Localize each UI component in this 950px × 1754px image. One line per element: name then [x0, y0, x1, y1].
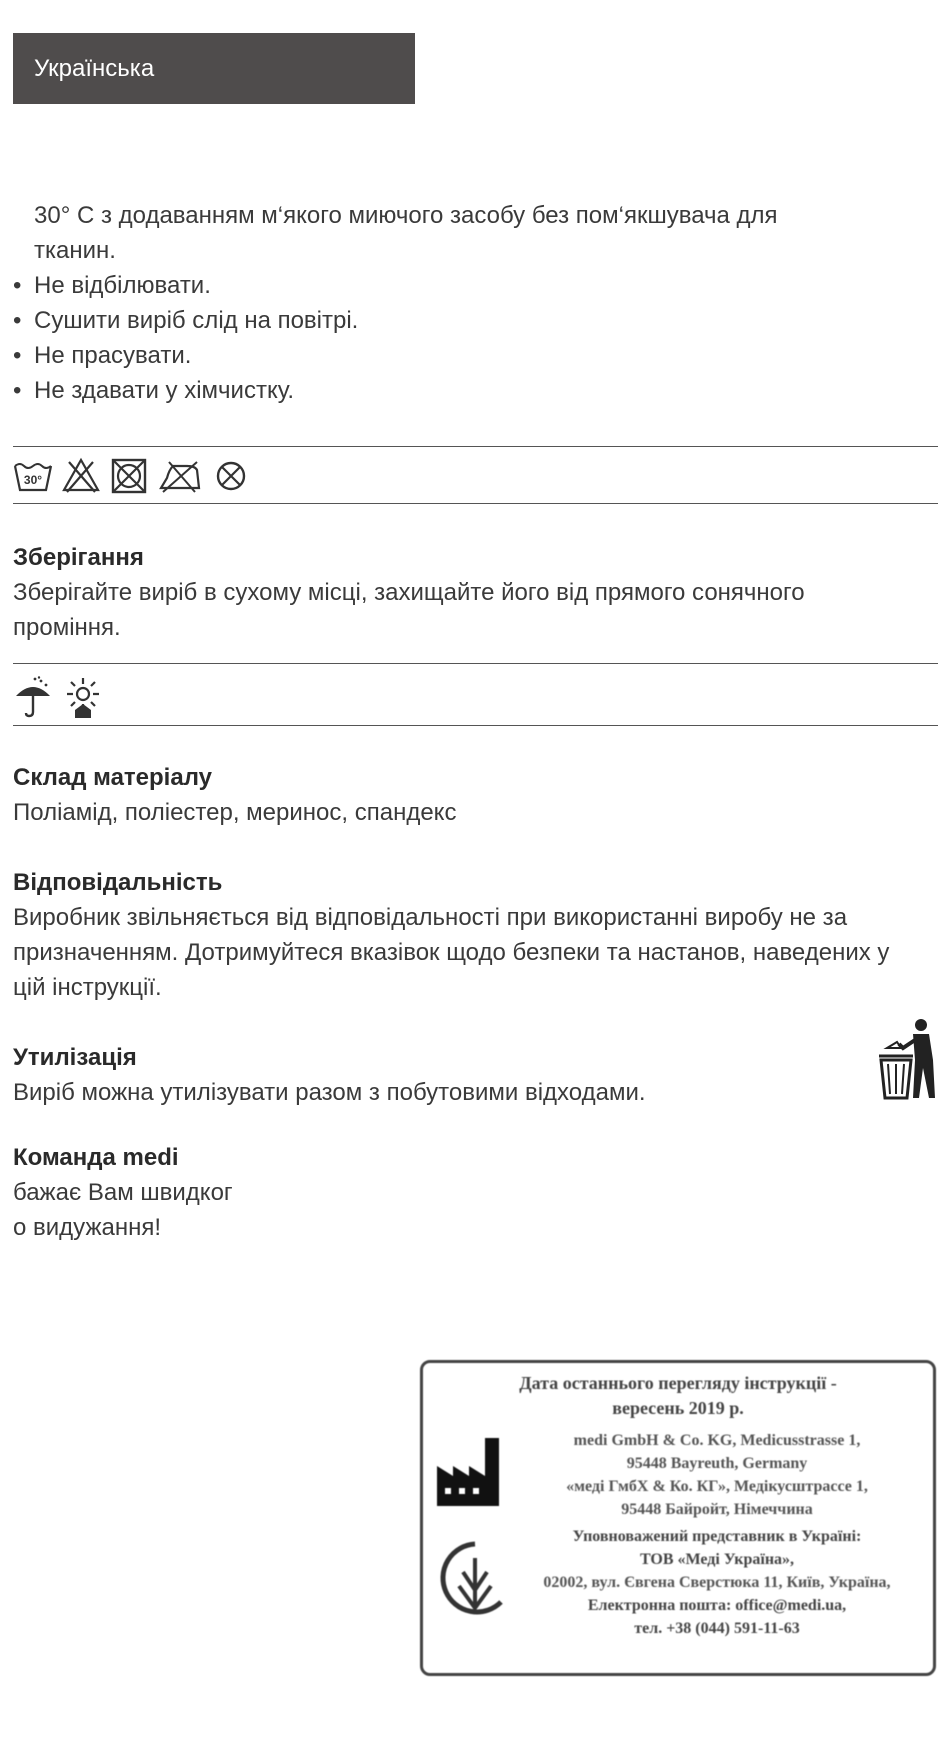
- no-bleach-icon: [61, 456, 101, 496]
- divider: [13, 725, 938, 726]
- ukraine-conformity-mark-icon: [435, 1534, 513, 1631]
- storage-title: Зберігання: [13, 544, 144, 571]
- manufacturer-line: 95448 Bayreuth, Germany: [626, 1455, 808, 1472]
- manufacturer-line: medi GmbH & Co. KG, Medicusstrasse 1,: [573, 1432, 861, 1449]
- bullet-dot: •: [13, 272, 22, 299]
- representative-line: тел. +38 (044) 591-11-63: [634, 1620, 800, 1637]
- no-dry-clean-icon: [211, 456, 251, 496]
- care-instructions: [13, 198, 913, 408]
- wash-30-icon: [13, 456, 53, 496]
- disposal-text: Виріб можна утилізувати разом з побутовими відходами.: [13, 1079, 646, 1106]
- manufacturer-address: [513, 1429, 921, 1521]
- wash-temp-text: 30°: [23, 473, 43, 487]
- team-line-2: о видужання!: [13, 1214, 162, 1241]
- bullet-dot: •: [13, 342, 22, 369]
- disposal-section: [13, 1040, 853, 1110]
- keep-dry-umbrella-icon: [13, 676, 53, 720]
- bullet-dot: •: [13, 377, 22, 404]
- bullet-text-no-dry-clean: Не здавати у хімчистку.: [34, 377, 294, 404]
- composition-title: Склад матеріалу: [13, 764, 212, 791]
- revision-date-line-2: вересень 2019 р.: [612, 1398, 744, 1418]
- representative-row: [435, 1525, 921, 1640]
- care-bullet: [13, 338, 913, 373]
- care-bullet: [13, 268, 913, 303]
- care-symbols-row: [13, 456, 259, 496]
- no-iron-icon: [157, 456, 203, 496]
- language-label: Українська: [34, 55, 155, 82]
- no-tumble-dry-icon: [109, 456, 149, 496]
- manufacturer-line: 95448 Байройт, Німеччина: [621, 1501, 813, 1518]
- care-bullet: [13, 373, 913, 408]
- liability-section: [13, 865, 913, 1005]
- divider: [13, 446, 938, 447]
- divider: [13, 503, 938, 504]
- storage-section: [13, 540, 913, 645]
- manufacturer-row: [435, 1429, 921, 1521]
- divider: [13, 663, 938, 664]
- representative-line: Уповноважений представник в Україні:: [572, 1528, 862, 1545]
- household-waste-bin-icon: [873, 1018, 939, 1102]
- revision-date-line-1: Дата останнього перегляду інструкції -: [519, 1373, 837, 1393]
- care-intro-line-2: тканин.: [34, 237, 116, 264]
- bullet-dot: •: [13, 307, 22, 334]
- composition-text: Поліамід, поліестер, меринос, спандекс: [13, 799, 457, 826]
- bullet-text-no-iron: Не прасувати.: [34, 342, 192, 369]
- representative-line: Електронна пошта: office@medi.ua,: [587, 1597, 847, 1614]
- manufacturer-icon: [435, 1436, 513, 1515]
- care-intro: [13, 198, 913, 268]
- storage-text: Зберігайте виріб в сухому місці, захищайте його від прямого сонячного проміння.: [13, 579, 805, 641]
- disposal-title: Утилізація: [13, 1044, 137, 1071]
- keep-away-from-sunlight-icon: [61, 676, 105, 720]
- bullet-text-air-dry: Сушити виріб слід на повітрі.: [34, 307, 359, 334]
- language-header: [13, 33, 415, 104]
- representative-line: 02002, вул. Євгена Сверстюка 11, Київ, Україна,: [543, 1574, 891, 1591]
- liability-text: Виробник звільняється від відповідальності при використанні виробу не за призначенням. Дотримуйтеся вказівок щодо безпеки та настанов, наведених у цій інструкції.: [13, 904, 890, 1001]
- manufacturer-line: «меді ГмбХ & Ко. КГ», Медікусштрассе 1,: [566, 1478, 868, 1495]
- manufacturer-info-box: [420, 1360, 936, 1676]
- team-title: Команда medi: [13, 1144, 179, 1171]
- bullet-text-no-bleach: Не відбілювати.: [34, 272, 211, 299]
- representative-info: [513, 1525, 921, 1640]
- liability-title: Відповідальність: [13, 869, 223, 896]
- team-section: [13, 1140, 913, 1245]
- storage-symbols-row: [13, 676, 113, 720]
- care-intro-line-1: 30° C з додаванням м‘якого миючого засобу без пом‘якшувача для: [34, 202, 778, 229]
- composition-section: [13, 760, 913, 830]
- representative-line: ТОВ «Меді Україна»,: [639, 1551, 795, 1568]
- care-bullet: [13, 303, 913, 338]
- team-line-1: бажає Вам швидког: [13, 1179, 233, 1206]
